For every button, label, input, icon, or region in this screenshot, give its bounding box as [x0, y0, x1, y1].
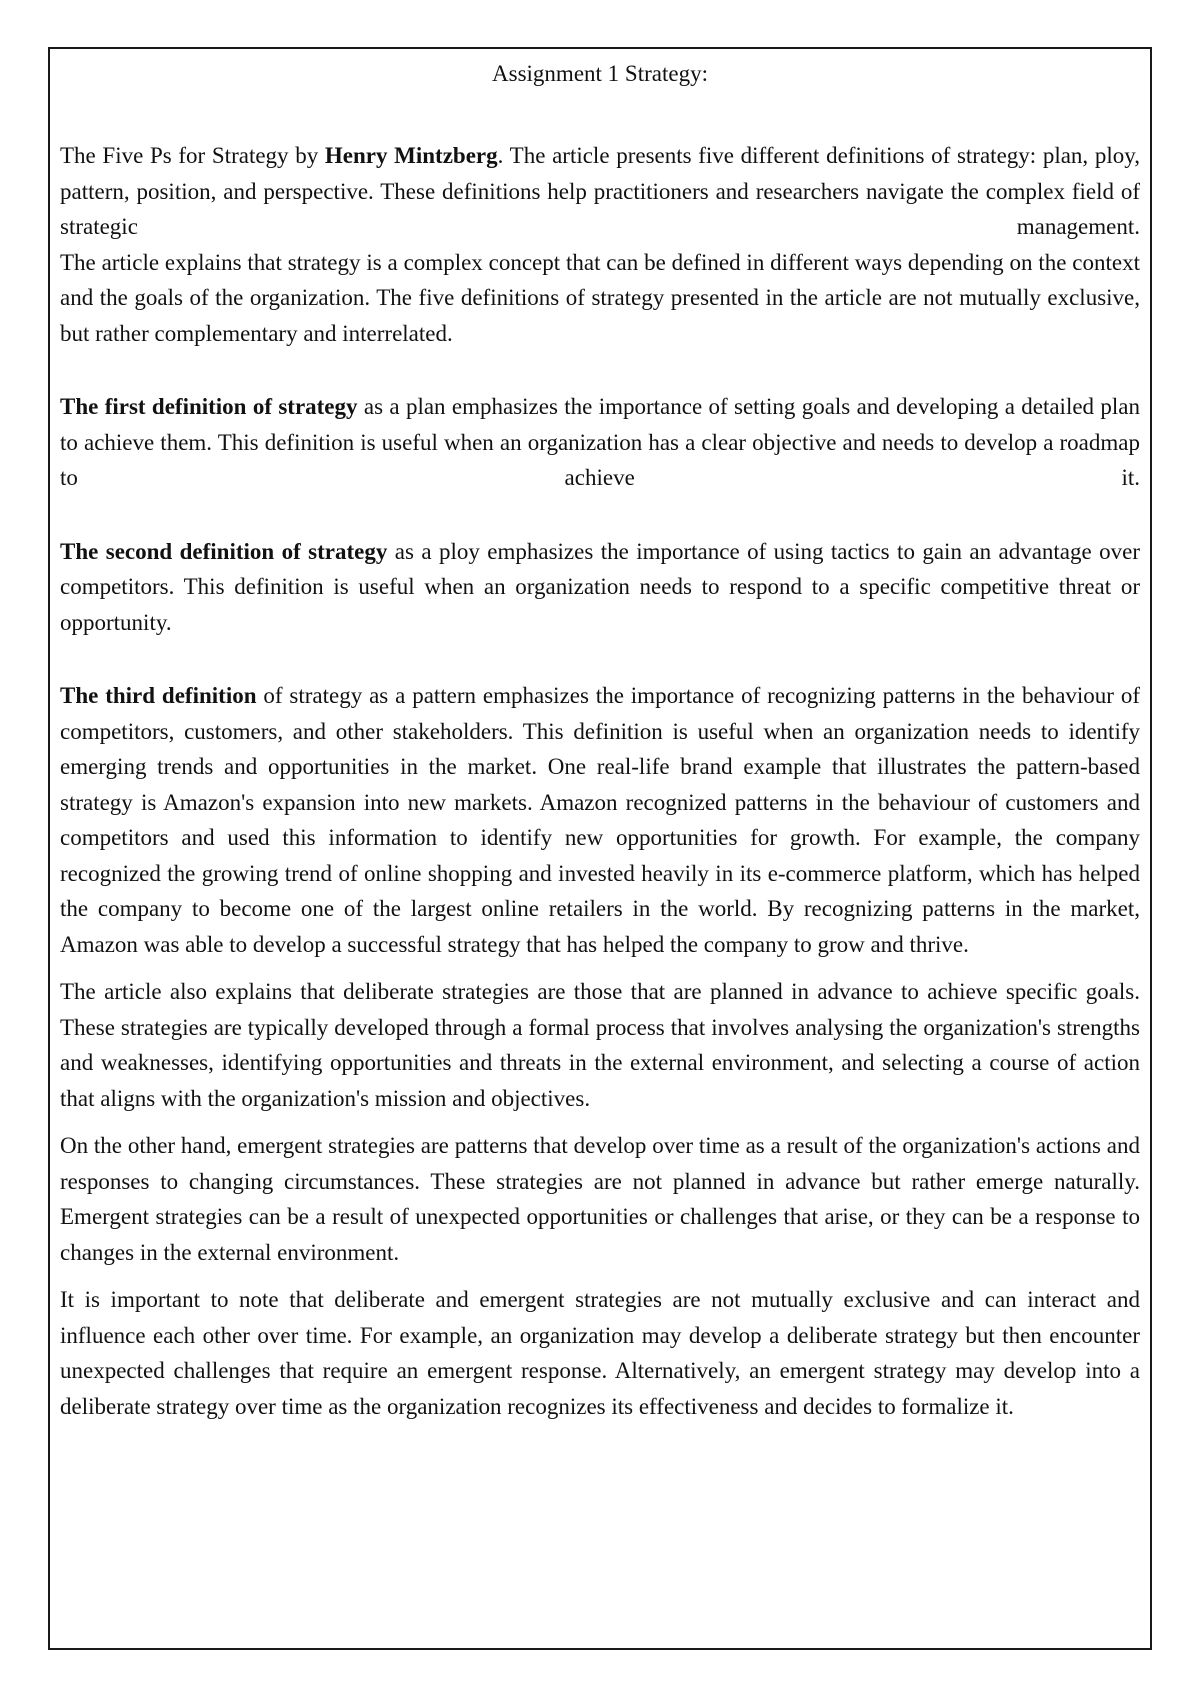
third-definition-heading: The third definition — [60, 683, 257, 708]
third-definition-paragraph — [60, 678, 1140, 962]
strategy-interaction-paragraph: It is important to note that deliberate and emergent strategies are not mutually exclusive and can interact and influence each other over time. For example, an organization may develop a deliberate strategy but then encounter unexpected challenges that require an emergent response. Alternatively, an emergent strategy may develop into a deliberate strategy over time as the organization recognizes its effectiveness and decides to formalize it. — [60, 1287, 1140, 1419]
emergent-strategies-paragraph: On the other hand, emergent strategies are patterns that develop over time as a result of the organization's actions and responses to changing circumstances. These strategies are not planned in advance but rather emerge naturally. Emergent strategies can be a result of unexpected opportunities or challenges that arise, or they can be a response to changes in the external environment. — [60, 1133, 1140, 1265]
deliberate-strategies-paragraph: The article also explains that deliberate strategies are those that are planned in advance to achieve specific goals. These strategies are typically developed through a formal process that involves analysing the organization's strengths and weaknesses, identifying opportunities and threats in the external environment, and selecting a course of action that aligns with the organization's mission and objectives. — [60, 979, 1140, 1111]
first-definition-text: as a plan emphasizes the importance of setting goals and developing a detailed plan to achieve them. This definition is useful when an organization has a clear objective and needs to develop a roadmap to achieve it. — [60, 394, 1140, 490]
document-title: Assignment 1 Strategy: — [492, 61, 708, 86]
second-definition-heading: The second definition of strategy — [60, 538, 388, 564]
first-definition-heading: The first definition of strategy — [60, 394, 358, 419]
intro-paragraph-b: The article explains that strategy is a complex concept that can be defined in different ways depending on the context and the goals of the organization. The five definitions of strategy presented in the article are not mutually exclusive, but rather complementary and interrelated. — [60, 249, 1140, 346]
second-definition-text: as a ploy emphasizes the importance of using tactics to gain an advantage over competitors. This definition is useful when an organization needs to respond to a specific competitive threat or opportunity. — [60, 538, 1140, 635]
second-definition-paragraph — [60, 534, 1140, 641]
page-border — [48, 47, 1152, 1650]
intro-paragraph-a — [60, 138, 1140, 245]
intro-lead: The Five Ps for Strategy by — [60, 143, 325, 168]
third-definition-text: of strategy as a pattern emphasizes the importance of recognizing patterns in the behaviour of competitors, customers, and other stakeholders. This definition is useful when an organization needs to identify emerging trends and opportunities in the market. One real-life brand example that illustrates the pattern-based strategy is Amazon's expansion into new markets. Amazon recognized patterns in the behaviour of customers and competitors and used this information to identify new opportunities for growth. For example, the company recognized the growing trend of online shopping and invested heavily in its e-commerce platform, which has helped the company to become one of the largest online retailers in the world. By recognizing patterns in the market, Amazon was able to develop a successful strategy that has helped the company to grow and thrive. — [60, 683, 1140, 957]
first-definition-paragraph — [60, 389, 1140, 496]
author-name: Henry Mintzberg — [324, 143, 498, 168]
intro-text-a: . The article presents five different definitions of strategy: plan, ploy, pattern, position, and perspective. These definitions help practitioners and researchers navigate the complex field of strategic management. — [60, 143, 1141, 239]
document-body — [60, 59, 1140, 1424]
